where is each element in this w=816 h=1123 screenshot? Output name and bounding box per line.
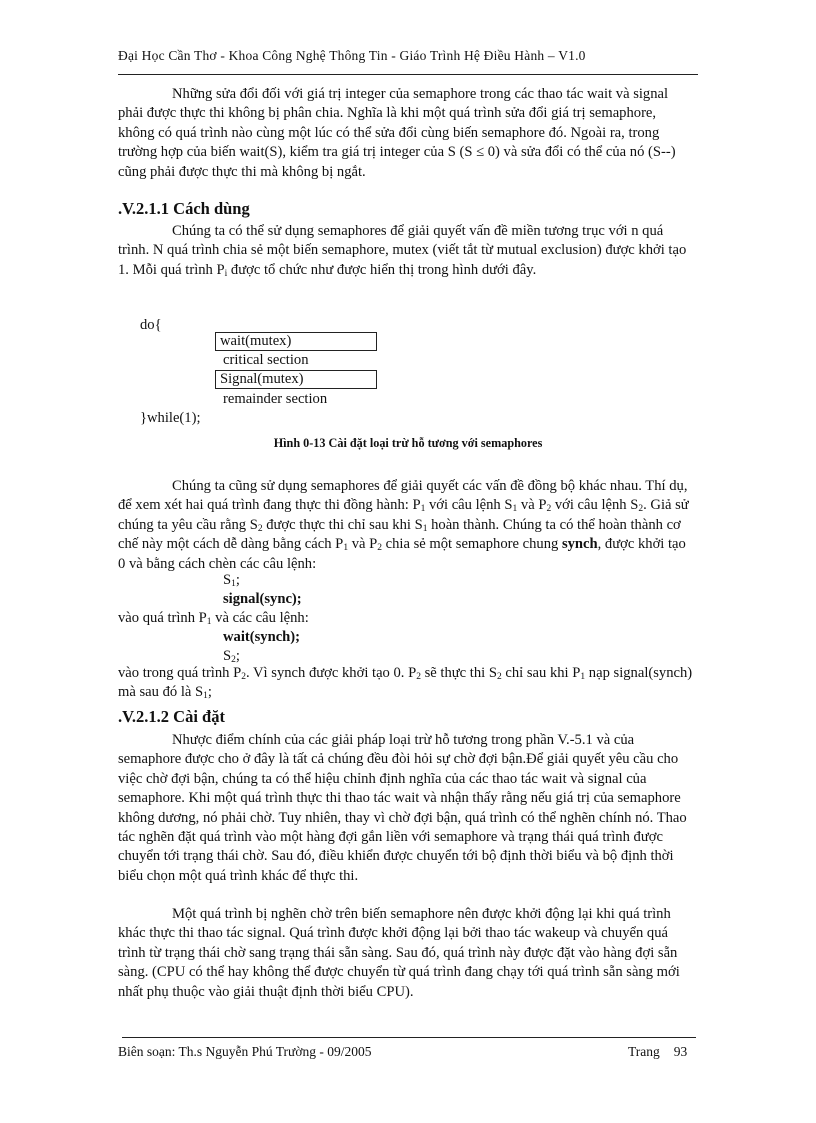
stmt-text: S [223,648,232,664]
stmt-into-p1 [118,609,309,628]
paragraph-text: . Vì synch được khởi tạo 0. P [245,665,417,681]
paragraph-text: với câu lệnh S [425,497,513,514]
code-while: }while(1); [140,410,201,426]
subscript: 1 [203,691,208,702]
subscript: 1 [422,523,428,534]
subscript: 2 [496,672,502,682]
paragraph-text: nạp signal(synch) mà sau đó là S [118,665,693,701]
paragraph-sync-example [118,477,694,574]
stmt-text: ; [235,648,240,664]
subscript: 2 [257,523,263,534]
code-critical-section: critical section [223,352,309,368]
subscript: 2 [377,543,382,554]
subscript: i [224,268,228,279]
subscript: 1 [512,504,518,515]
stmt-signal-sync: signal(sync); [223,591,302,607]
subscript: 2 [546,504,552,515]
paragraph-implementation-1: Nhược điểm chính của các giải pháp loại trừ hỗ tương trong phần V.-5.1 và của semaphore được cho ở đây là tất cả chúng đều đòi hỏi sự chờ đợi bận.Để giải quyết yêu cầu cho việc chờ đợi bận, chúng ta có thể hiệu chỉnh định nghĩa của các thao tác wait và signal của semaphore. Khi một quá trình thực thi thao tác wait và nhận thấy rằng nếu giá trị của semaphore không dương, nó phải chờ. Tuy nhiên, thay vì chờ đợi bận, quá trình có thể nghẽn chính nó. Thao tác nghẽn đặt quá trình vào một hàng đợi gắn liền với semaphore và trạng thái quá trình được chuyển tới trạng thái chờ. Sau đó, điều khiển được chuyển tới bộ định thời biểu và bộ định thời biểu chọn một quá trình khác để thực thi. [118,732,687,884]
paragraph-text: sẽ thực thi S [420,665,497,681]
stmt-s1 [223,571,240,590]
code-wait-mutex: wait(mutex) [215,332,377,351]
code-signal-mutex: Signal(mutex) [215,370,377,389]
header-rule [118,74,698,75]
stmt-wait-synch: wait(synch); [223,629,301,645]
paragraph-text: với câu lệnh S [551,497,639,514]
stmt-text: S [223,572,232,588]
paragraph-text: , được khởi tạo 0 và bằng cách chèn các câu lệnh: [118,536,686,572]
paragraph-text: ; [207,684,212,701]
subscript: 2 [241,672,246,682]
figure-caption: Hình 0-13 Cài đặt loại trừ hỗ tương với semaphores [273,436,543,450]
subscript: 1 [206,617,212,627]
footer-page [628,1044,687,1060]
subscript: 2 [416,672,421,682]
section-heading-implementation: .V.2.1.2 Cài đặt [118,707,225,726]
paragraph-implementation-2: Một quá trình bị nghẽn chờ trên biến semaphore nên được khởi động lại khi quá trình khác thực thi thao tác signal. Quá trình được khởi động lại bởi thao tác wakeup và chuyển quá trình từ trạng thái chờ sang trạng thái sẵn sàng. Sau đó, quá trình này được đặt vào hàng đợi sẵn sàng. (CPU có thể hay không thể được chuyển từ quá trình đang chạy tới quá trình sẵn sàng mới nhất phụ thuộc vào giải thuật định thời biểu CPU). [118,906,680,1000]
paragraph-text: được thực thi chỉ sau khi S [262,516,423,533]
paragraph-text: hoàn thành. Chúng ta có thể hoàn thành cơ chế này một cách dễ dàng bằng cách P [118,516,681,553]
section-heading-usage: .V.2.1.1 Cách dùng [118,199,250,218]
page-header: Đại Học Cần Thơ - Khoa Công Nghệ Thông Tin - Giáo Trình Hệ Điều Hành – V1.0 [118,48,586,63]
footer-author: Biên soạn: Th.s Nguyễn Phú Trường - 09/2005 [118,1044,372,1059]
code-remainder-section: remainder section [223,391,328,407]
page-number: 93 [673,1044,688,1059]
subscript: 2 [231,655,236,665]
paragraph-text: chia sẻ một semaphore chung [382,536,562,553]
paragraph-text: chỉ sau khi P [501,665,581,681]
bold-term-synch: synch [561,536,598,553]
paragraph-semaphore-atomic: Những sửa đổi đối với giá trị integer của semaphore trong các thao tác wait và signal phải được thực thi không bị phân chia. Nghĩa là khi một quá trình sửa đổi giá trị semaphore, không có quá trình nào cùng một lúc có thể sửa đổi cùng biến semaphore đó. Ngoài ra, trong trường hợp của biến wait(S), kiểm tra giá trị integer của S (S ≤ 0) và sửa đổi có thể của nó (S--) cũng phải được thực thi mà không bị ngắt. [118,86,676,180]
subscript: 1 [420,504,426,515]
subscript: 2 [638,504,644,515]
paragraph-text: và P [348,536,378,553]
paragraph-text: được tổ chức như được hiển thị trong hình dưới đây. [227,261,537,278]
subscript: 1 [580,672,586,682]
paragraph-into-p2 [118,664,694,703]
stmt-text: ; [235,572,240,588]
paragraph-text: và P [517,497,547,514]
stmt-text: vào quá trình P [118,610,207,626]
paragraph-text: Chúng ta có thể sử dụng semaphores để giải quyết vấn đề miền tương trục với n quá trình. N quá trình chia sẻ một biến semaphore, mutex (viết tắt từ mutual exclusion) được khởi tạo 1. Mỗi quá trình P [118,223,687,278]
subscript: 1 [231,579,236,589]
paragraph-text: Chúng ta cũng sử dụng semaphores để giải quyết các vấn đề đồng bộ khác nhau. Thí dụ, để xem xét hai quá trình đang thực thi đồng hành: P [118,478,688,514]
paragraph-usage [118,222,694,280]
stmt-text: và các câu lệnh: [211,610,309,626]
footer-rule [122,1037,696,1038]
code-do: do{ [140,317,162,333]
subscript: 1 [343,543,349,554]
page-label: Trang [628,1044,660,1059]
paragraph-text: vào trong quá trình P [118,665,242,681]
paragraph-text: . Giả sử chúng ta yêu cầu rằng S [118,497,689,533]
